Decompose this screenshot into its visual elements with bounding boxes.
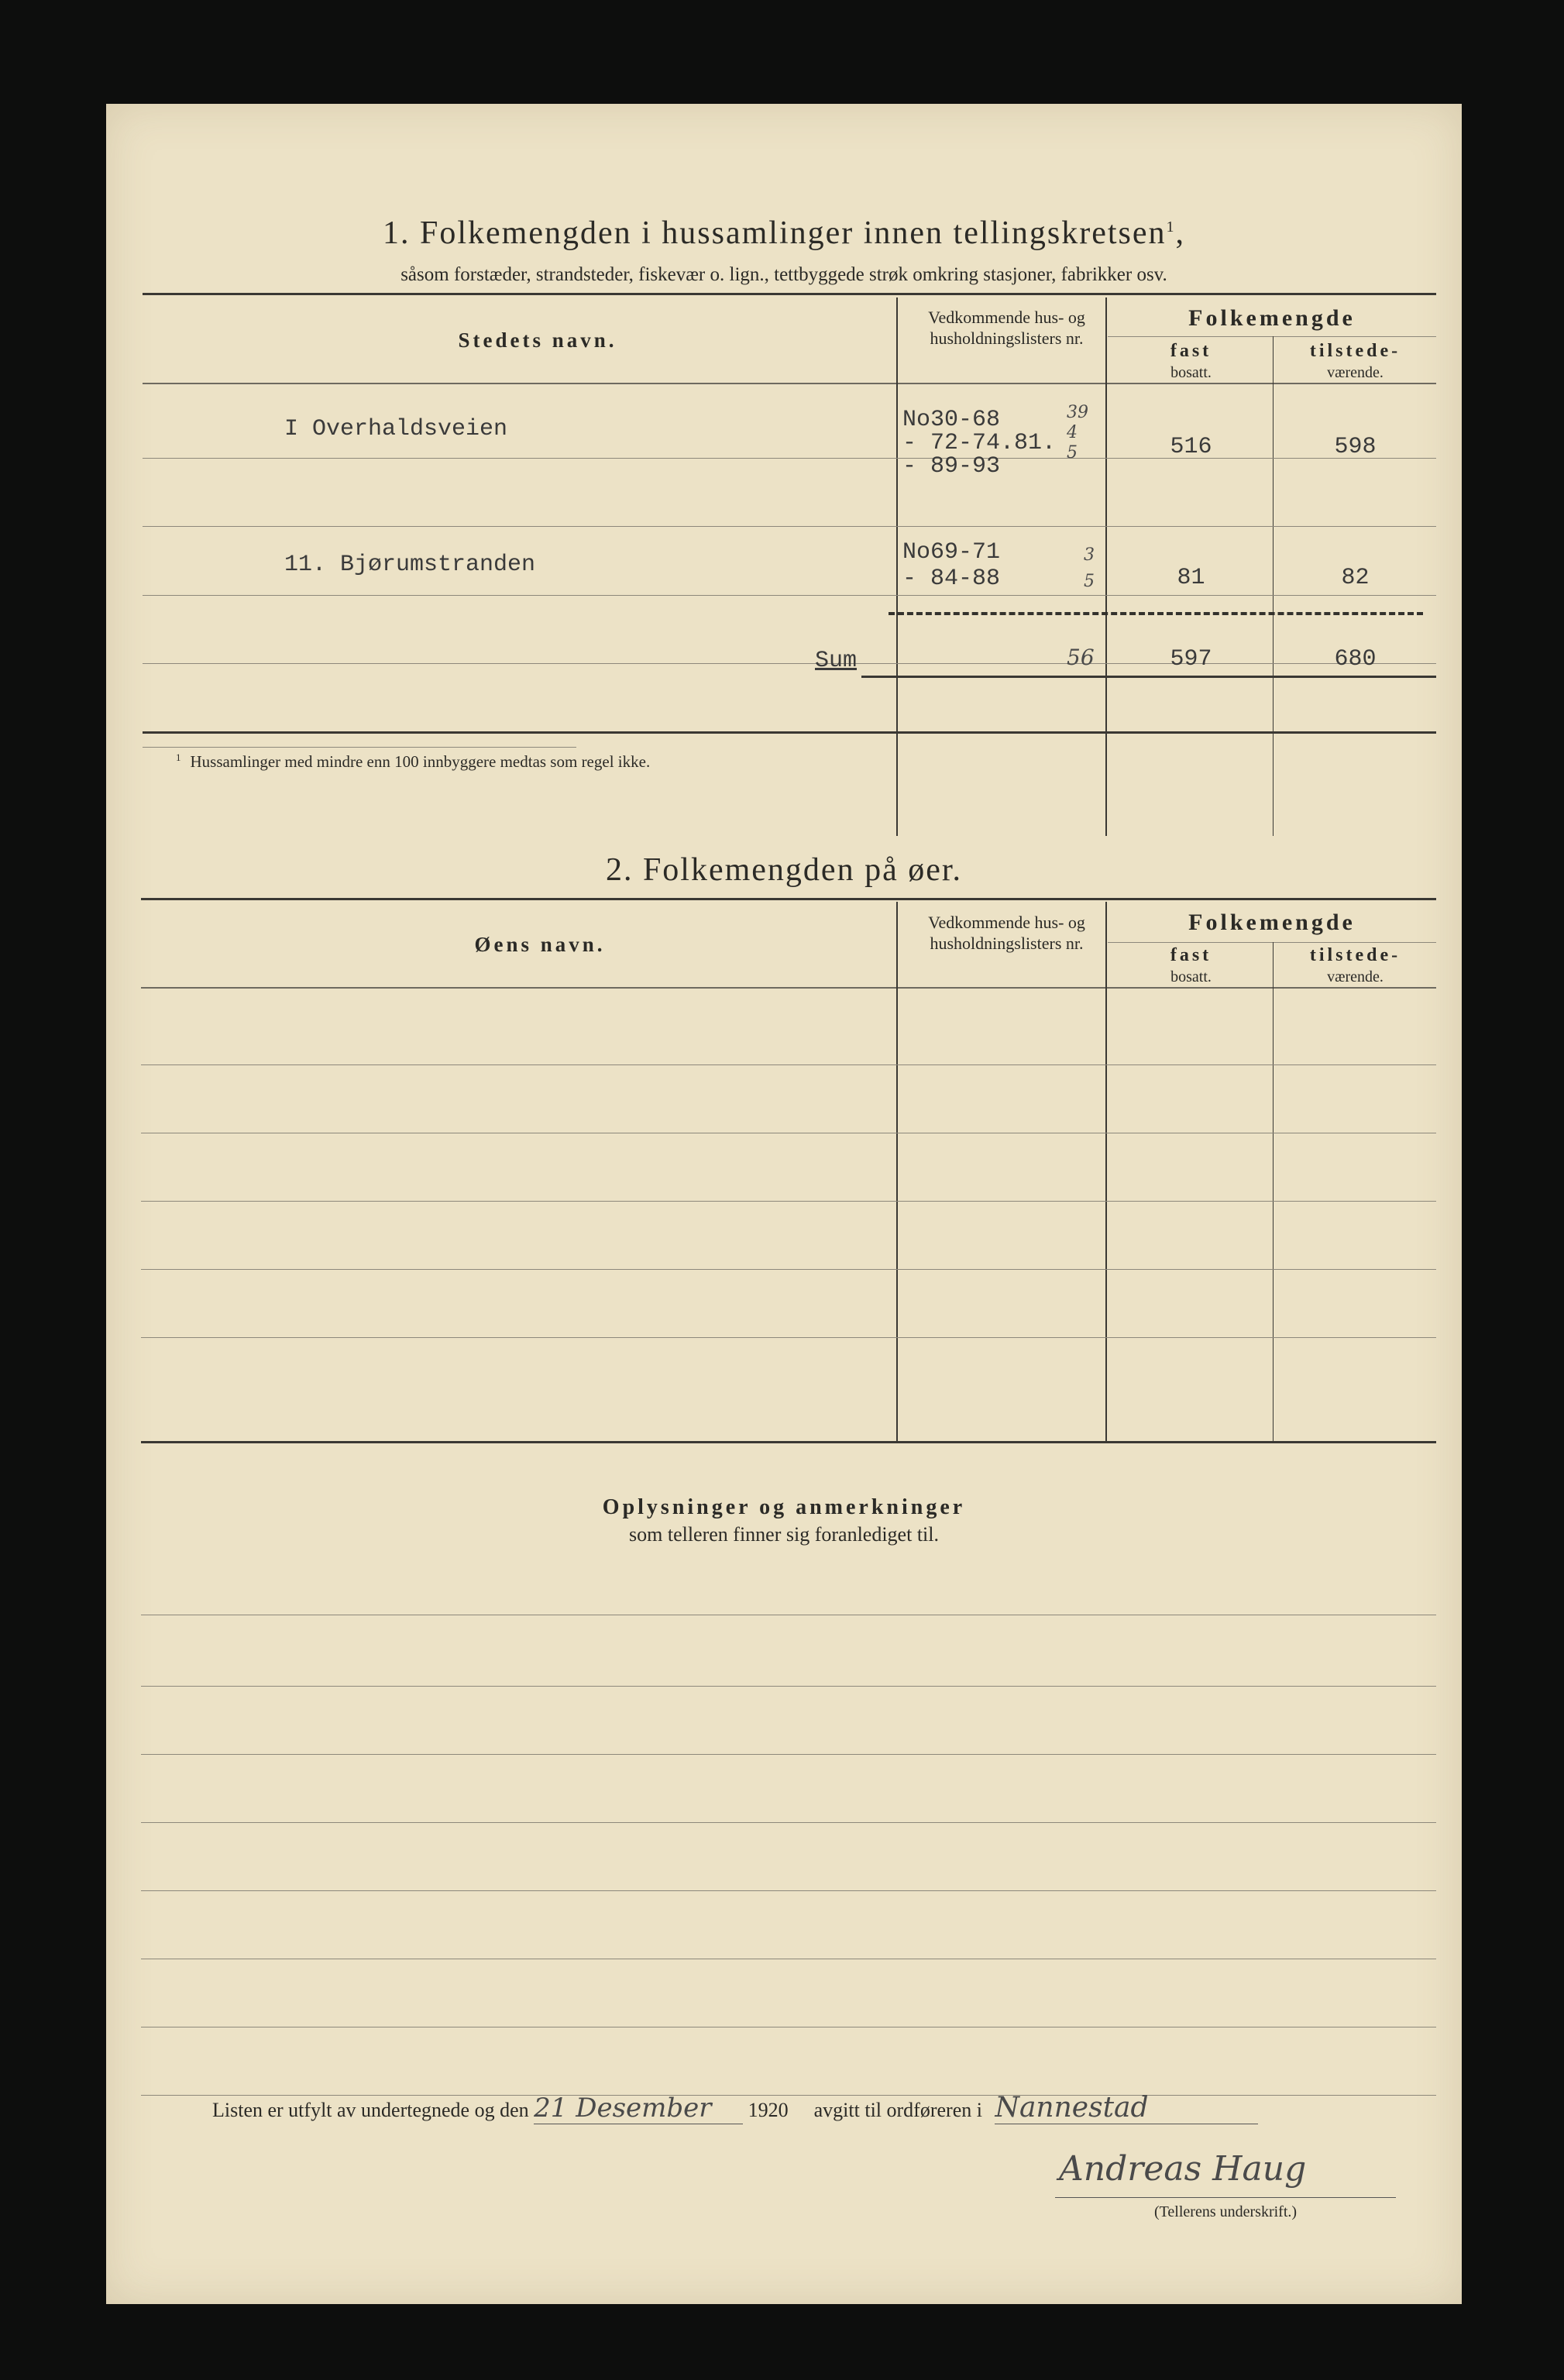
col-header-tilstede: tilstede- [1309,341,1401,361]
rule [141,898,1436,900]
handwritten-signature: Andreas Haug [1059,2149,1307,2189]
rule [1108,942,1436,943]
col-divider [1105,902,1107,1443]
notes-subtitle: som telleren finner sig foranlediget til. [629,1523,939,1546]
table-bottom-rule [141,1441,1436,1443]
col-header-lists: Vedkommende hus- og husholdningslisters nr. [928,913,1085,953]
col-header-fast: fast [1170,945,1212,965]
row-line [141,1337,1436,1338]
col-header-fast-sub: bosatt. [1170,968,1212,985]
row-line [141,1269,1436,1270]
signature-caption: (Tellerens underskrift.) [1153,2203,1298,2220]
col-divider [1273,942,1274,1443]
sum-underline [861,676,1436,678]
footnote: $^1$ Hussamlinger med mindre enn 100 innbyggere medtas som regel ikke. [176,751,651,771]
col-divider [1105,298,1107,836]
table-bottom-rule [143,731,1436,734]
row-line [141,1201,1436,1202]
row-line [143,595,1436,596]
sum-label: Sum [815,648,858,674]
col-header-tilstede-sub: værende. [1327,364,1384,381]
col-header-pop: Folkemengde [1188,910,1356,935]
sum-fast: 597 [1170,646,1212,672]
col-header-name: Øens navn. [474,933,606,956]
section2-title: 2. Folkemengden på øer. [605,852,963,888]
list-numbers: No69-71 - 84-88 [902,539,1001,592]
rule [143,293,1436,295]
note-line [141,1754,1436,1755]
signature-statement: Listen er utfylt av undertegnede og den 21 Desember 1920 avgitt til ordføreren i Nannestad [212,2092,1452,2124]
fast-value: 81 [1177,565,1205,591]
handwritten-date: 21 Desember [534,2093,743,2124]
list-numbers: No30-68 - 72-74.81. - 89-93 [902,407,1057,480]
footnote-ref: 1 [1166,218,1176,236]
tilstede-value: 598 [1334,434,1377,460]
rule [143,747,576,748]
notes-title: Oplysninger og anmerkninger [602,1495,966,1519]
col-header-pop: Folkemengde [1188,305,1356,331]
col-divider [896,298,898,836]
place-name: 11. Bjørumstranden [284,552,536,578]
pencil-sum: 56 [1067,645,1095,670]
tilstede-value: 82 [1341,565,1370,591]
rule [141,987,1436,989]
handwritten-municipality: Nannestad [995,2092,1258,2124]
section1-subtitle: såsom forstæder, strandsteder, fiskevær o. lign., tettbyggede strøk omkring stasjoner, fabrikker osv. [400,264,1167,285]
row-line [143,526,1436,527]
section1-title: 1. Folkemengden i hussamlinger innen tellingskretsen$^1$, [382,215,1185,251]
col-header-lists: Vedkommende hus- og husholdningslisters nr. [928,308,1085,348]
col-header-fast: fast [1170,341,1212,361]
col-header-fast-sub: bosatt. [1170,364,1212,381]
fast-value: 516 [1170,434,1212,460]
note-line [141,1890,1436,1891]
rule [143,383,1436,384]
col-header-name: Stedets navn. [458,328,617,352]
col-header-tilstede-sub: værende. [1327,968,1384,985]
sum-tilstede: 680 [1334,646,1377,672]
row-line [141,1064,1436,1065]
place-name: I Overhaldsveien [284,416,508,442]
col-divider [896,902,898,1443]
col-header-tilstede: tilstede- [1309,945,1401,965]
pencil-marks: 3 5 [1084,545,1095,591]
signature-line [1055,2197,1396,2198]
total-dash-line [889,612,1423,615]
note-line [141,1686,1436,1687]
note-line [141,1822,1436,1823]
pencil-marks: 39 4 5 [1067,403,1088,463]
census-form-page [106,104,1462,2304]
rule [1108,336,1436,337]
